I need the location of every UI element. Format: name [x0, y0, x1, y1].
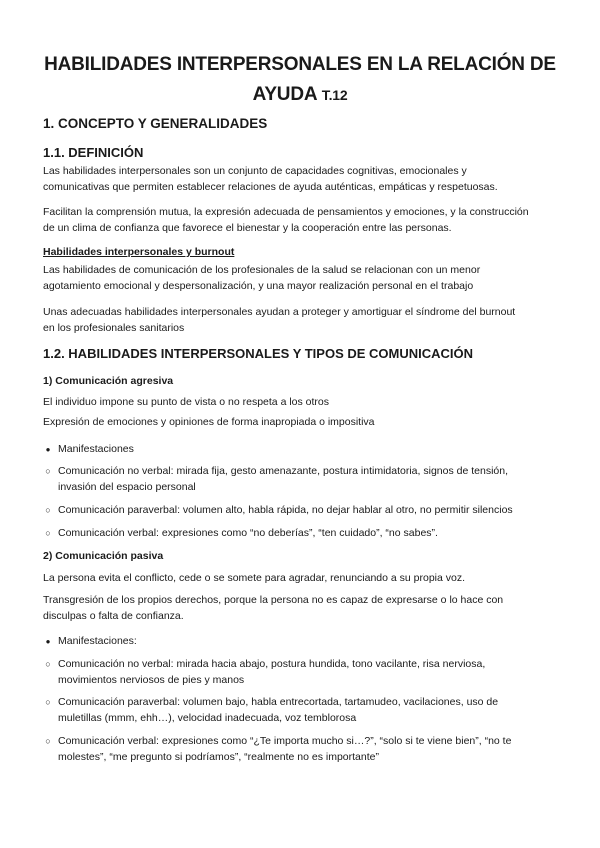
- bullet-icon: [43, 441, 53, 458]
- agresiva-line-1: El individuo impone su punto de vista o no respeta a los otros: [43, 396, 330, 408]
- circle-bullet-icon: [43, 733, 53, 749]
- title-main: AYUDA: [252, 84, 317, 105]
- agresiva-title: 1) Comunicación agresiva: [43, 375, 174, 387]
- paragraph-burnout-1: Las habilidades de comunicación de los profesionales de la salud se relacionan con un menor agotamiento emocional y despersonalización, y una mayor realización personal en el trabajo: [43, 264, 481, 292]
- paragraph-definicion-2: Facilitan la comprensión mutua, la expresión adecuada de pensamientos y emociones, y la construcción de un clima de confianza que favorece el bienestar y la cooperación entre las personas.: [43, 206, 529, 234]
- document-page: HABILIDADES INTERPERSONALES EN LA RELACIÓN DE AYUDA T.12 1. CONCEPTO Y GENERALIDADES 1.1. DEFINICIÓN Las habilidades interpersonales son un conjunto de capacidades cognitivas, emocionales y comunicativas que permiten establecer relaciones de ayuda auténticas, empáticas y respetuosas. Facilitan la comprensión mutua, la expresión adecuada de pensamientos y emociones, y la construcción de un clima de confianza que favorece el bienestar y la cooperación entre las personas. Habilidades interpersonales y burnout Las habilidades de comunicación de los profesionales de la salud se relacionan con un menor agotamiento emocional y despersonalización, y una mayor realización personal en el trabajo Unas adecuadas habilidades interpersonales ayudan a proteger y amortiguar el síndrome del burnout en los profesionales sanitarios 1.2. HABILIDADES INTERPERSONALES Y TIPOS DE COMUNICACIÓN 1) Comunicación agresiva El individuo impone su punto de vista o no respeta a los otros Expresión de emociones y opiniones de forma inapropiada o impositiva ● Manifestaciones ○ Comunicación no verbal: mirada fija, gesto amenazante, postura intimidatoria, signos de tensión, invasión del espacio personal ○ Comunicación paraverbal: volumen alto, habla rápida, no dejar hablar al otro, no permitir silencios ○ Comunicación verbal: expresiones como “no deberías”, “ten cuidado”, “no sabes”. 2) Comunicación pasiva La persona evita el conflicto, cede o se somete para agradar, renunciando a su propia voz. Transgresión de los propios derechos, porque la persona no es capaz de expresarse o lo hace con disculpas o falta de confianza. ● Manifestaciones: ○ Comunicación no verbal: mirada hacia abajo, postura hundida, tono vacilante, risa nerviosa, movimientos nerviosos de pies y manos ○ Comunicación paraverbal: volumen bajo, habla entrecortada, tartamudeo, vacilaciones, uso de muletillas (mmm, ehh…), velocidad inadecuada, voz temblorosa ○ Comunicación verbal: expresiones como “¿Te importa mucho si…?”, “solo si te viene bien”, “no te molestes”, “me pregunto si podríamos”, “realmente no es importante”: [0, 0, 600, 848]
- circle-bullet-icon: [43, 502, 53, 518]
- paragraph-definicion-1: Las habilidades interpersonales son un conjunto de capacidades cognitivas, emocionales y comunicativas que permiten establecer relaciones de ayuda auténticas, empáticas y respetuosas.: [43, 165, 498, 193]
- pasiva-title: 2) Comunicación pasiva: [43, 550, 164, 562]
- circle-bullet-icon: [43, 463, 53, 479]
- pasiva-line-1: La persona evita el conflicto, cede o se somete para agradar, renunciando a su propia voz.: [43, 572, 466, 584]
- page-title: [30, 50, 570, 110]
- bullet-icon: [43, 633, 53, 650]
- circle-bullet-icon: [43, 694, 53, 710]
- pasiva-paragraph: Transgresión de los propios derechos, porque la persona no es capaz de expresarse o lo hace con disculpas o falta de confianza.: [43, 594, 504, 622]
- circle-bullet-icon: [43, 525, 53, 541]
- title-line-1: HABILIDADES INTERPERSONALES EN LA RELACIÓN DE: [44, 54, 556, 75]
- section-heading-1: 1. CONCEPTO Y GENERALIDADES: [43, 116, 268, 131]
- title-line-2: [30, 80, 570, 110]
- circle-bullet-icon: [43, 656, 53, 672]
- agresiva-line-2: Expresión de emociones y opiniones de forma inapropiada o impositiva: [43, 416, 375, 428]
- paragraph-burnout-2: Unas adecuadas habilidades interpersonales ayudan a proteger y amortiguar el síndrome del burnout en los profesionales sanitarios: [43, 306, 516, 334]
- subsection-heading-definicion: 1.1. DEFINICIÓN: [43, 145, 144, 160]
- section-heading-1-2: 1.2. HABILIDADES INTERPERSONALES Y TIPOS DE COMUNICACIÓN: [43, 346, 474, 361]
- topic-code: T.12: [321, 87, 348, 103]
- burnout-subtitle: Habilidades interpersonales y burnout: [43, 246, 235, 258]
